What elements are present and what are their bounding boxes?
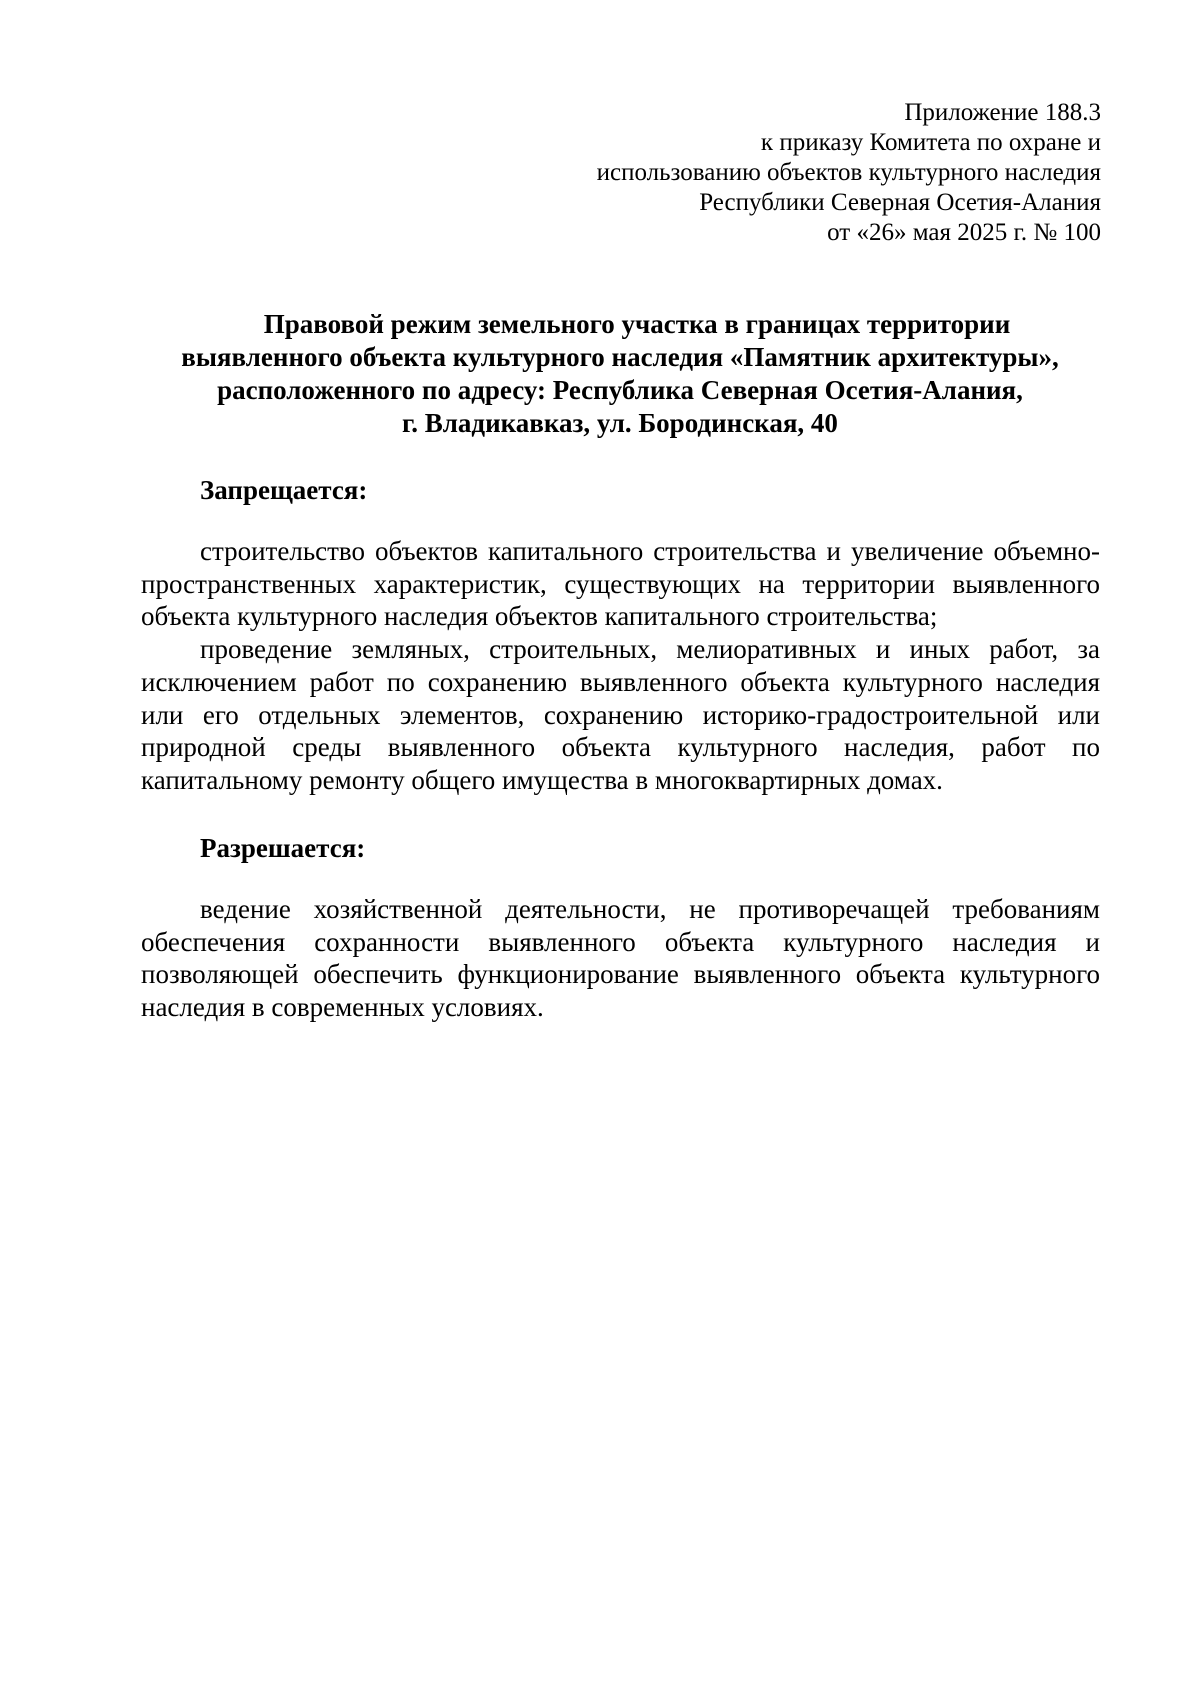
document-title <box>140 308 1100 440</box>
prohibited-section <box>141 535 1100 797</box>
prohibited-heading: Запрещается: <box>200 475 368 505</box>
title-line: г. Владикавказ, ул. Бородинская, 40 <box>402 408 838 438</box>
appendix-reference <box>597 98 1101 248</box>
title-line: Правовой режим земельного участка в границах территории <box>263 309 1011 339</box>
title-line: расположенного по адресу: Республика Северная Осетия-Алания, <box>217 375 1023 405</box>
permitted-paragraph: ведение хозяйственной деятельности, не противоречащей требованиям обеспечения сохранности выявленного объекта культурного наследия и позволяющей обеспечить функционирование выявленного объекта культурного наследия в современных условиях. <box>141 894 1100 1023</box>
appendix-committee-line: использованию объектов культурного наследия <box>596 159 1101 186</box>
appendix-order-line: к приказу Комитета по охране и <box>760 129 1101 156</box>
permitted-heading: Разрешается: <box>200 833 366 863</box>
title-line: выявленного объекта культурного наследия «Памятник архитектуры», <box>181 342 1059 372</box>
appendix-date-line: от «26» мая 2025 г. № 100 <box>827 219 1101 246</box>
prohibited-paragraph: проведение земляных, строительных, мелиоративных и иных работ, за исключением работ по сохранению выявленного объекта культурного наследия или его отдельных элементов, сохранению историко-градостроительной или природной среды выявленного объекта культурного наследия, работ по капитальному ремонту общего имущества в многоквартирных домах. <box>141 634 1100 795</box>
appendix-republic-line: Республики Северная Осетия-Алания <box>699 189 1101 216</box>
appendix-number: Приложение 188.3 <box>904 99 1101 126</box>
permitted-section <box>141 893 1100 1024</box>
prohibited-paragraph: строительство объектов капитального строительства и увеличение объемно-пространственных характеристик, существующих на территории выявленного объекта культурного наследия объектов капитального строительства; <box>141 536 1100 632</box>
